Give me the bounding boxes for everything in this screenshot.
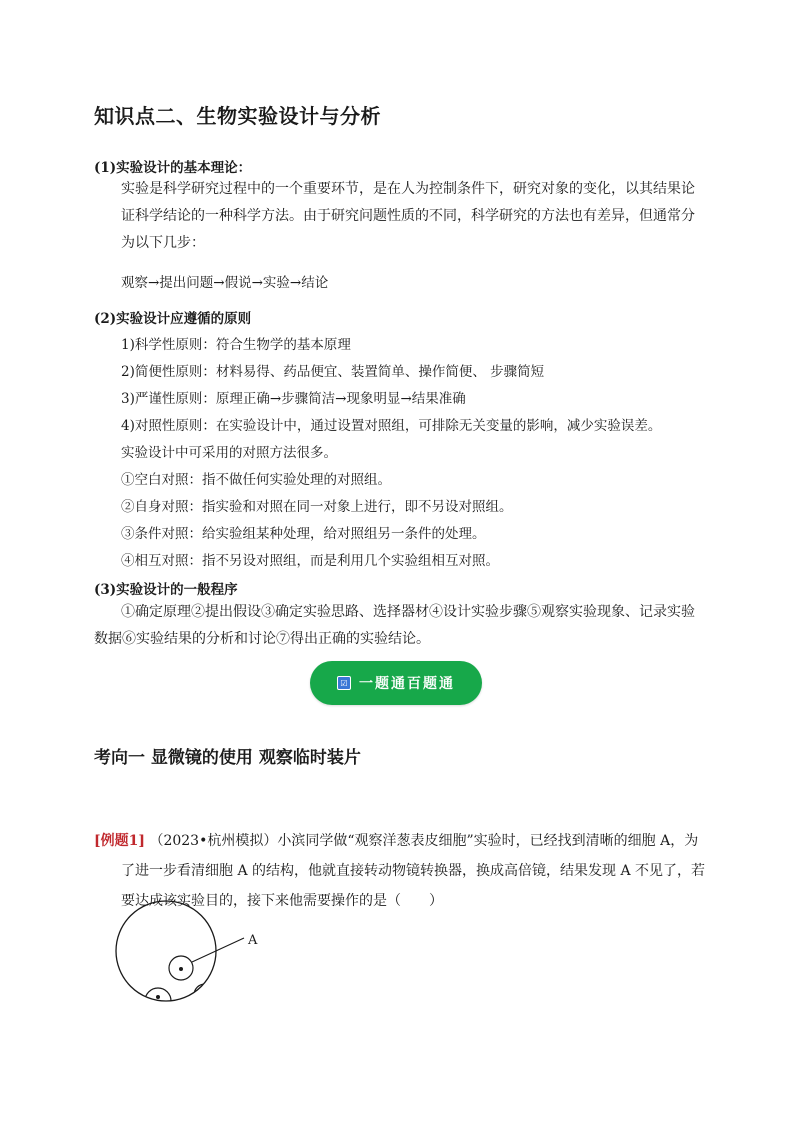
figure-label-a: A: [248, 933, 258, 948]
principle-line: ③条件对照：给实验组某种处理，给对照组另一条件的处理。: [121, 526, 486, 542]
example-tag: [例题1]: [94, 833, 145, 849]
example-rest: 了进一步看清细胞 A 的结构，他就直接转动物镜转换器，换成高倍镜，结果发现 A 不见了，若要达成该实验目的，接下来他需要操作的是（ ）: [121, 863, 706, 909]
principle-line: 4)对照性原则：在实验设计中，通过设置对照组，可排除无关变量的影响，减少实验误差。: [121, 418, 662, 434]
principle-line: 3)严谨性原则：原理正确→步骤简洁→现象明显→结果准确: [121, 391, 466, 407]
section-3-paragraph: ①确定原理②提出假设③确定实验思路、选择器材④设计实验步骤⑤观察实验现象、记录实验数据⑥实验结果的分析和讨论⑦得出正确的实验结论。: [94, 604, 695, 647]
principle-line: ②自身对照：指实验和对照在同一对象上进行，即不另设对照组。: [121, 499, 513, 515]
section-1-title: (1)实验设计的基本理论：: [94, 160, 252, 176]
page-title: 知识点二、生物实验设计与分析: [94, 104, 381, 128]
cell-circle: [132, 999, 148, 1010]
one-question-badge[interactable]: [310, 661, 482, 705]
badge-label: 一题通百题通: [359, 676, 455, 692]
microscope-field-figure: [110, 895, 280, 1010]
section-1-flow: 观察→提出问题→假说→实验→结论: [121, 275, 329, 291]
principle-line: 实验设计中可采用的对照方法很多。: [121, 445, 337, 461]
subheading: 考向一 显微镜的使用 观察临时装片: [94, 748, 361, 768]
principle-line: ①空白对照：指不做任何实验处理的对照组。: [121, 472, 391, 488]
example-first-line: （2023•杭州模拟）小滨同学做“观察洋葱表皮细胞”实验时，已经找到清晰的细胞 A，为: [149, 833, 699, 849]
section-1-paragraph: 实验是科学研究过程中的一个重要环节，是在人为控制条件下，研究对象的变化，以其结果论证科学结论的一种科学方法。由于研究问题性质的不同，科学研究的方法也有差异，但通常分为以下几步：: [121, 181, 695, 251]
checkbox-icon: ☑: [337, 676, 351, 690]
section-3-title: (3)实验设计的一般程序: [94, 582, 238, 598]
section-2-title: (2)实验设计应遵循的原则: [94, 311, 252, 327]
cell-a-nucleus: [179, 967, 183, 971]
principle-line: 1)科学性原则：符合生物学的基本原理: [121, 337, 351, 353]
principle-line: 2)简便性原则：材料易得、药品便宜、装置简单、操作简便、 步骤简短: [121, 364, 545, 380]
leader-line: [192, 938, 244, 962]
cell-circle: [194, 984, 216, 1006]
field-of-view-circle: [116, 901, 216, 1001]
principle-line: ④相互对照：指不另设对照组，而是利用几个实验组相互对照。: [121, 553, 499, 569]
cell-nucleus: [156, 995, 160, 999]
